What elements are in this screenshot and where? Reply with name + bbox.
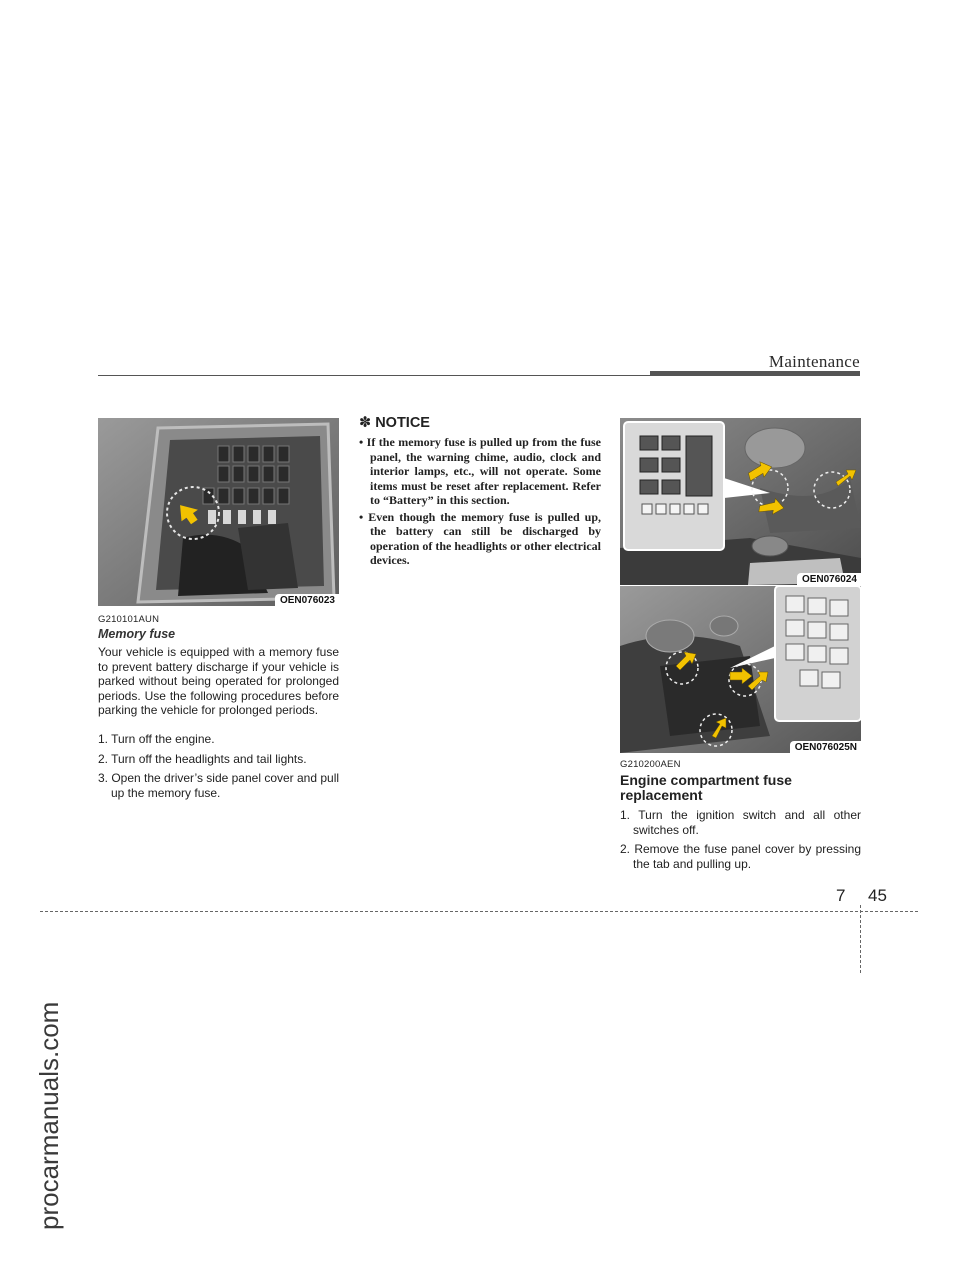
figure-code: OEN076025N (790, 741, 861, 753)
section-title-memory-fuse: Memory fuse (98, 627, 176, 641)
list-item: • Even though the memory fuse is pulled up, the battery can still be discharged by operation of the headlights or other electrical devices. (359, 509, 601, 567)
list-item: 2. Turn off the headlights and tail lights. (98, 751, 307, 766)
list-item: 3. Open the driver’s side panel cover and pull up the memory fuse. (98, 771, 340, 800)
figure-code: OEN076024 (797, 573, 861, 585)
header-bar (650, 371, 860, 376)
notice-box (359, 415, 601, 570)
figure-memory-fuse (98, 418, 339, 606)
chapter-number: 7 (836, 886, 846, 905)
list-item: 2. Remove the fuse panel cover by pressing the tab and pulling up. (620, 842, 861, 871)
engine-relay-illustration (620, 586, 861, 753)
list-item: • If the memory fuse is pulled up from the fuse panel, the warning chime, audio, clock and interior lamps, etc., will not operate. Some items must be reset after replacement. Refer to “Battery” in this section. (359, 435, 601, 507)
page-separator (860, 905, 861, 973)
memory-fuse-description: Your vehicle is equipped with a memory fuse to prevent battery discharge if your vehicle is parked without being operated for prolonged periods. Use the following procedures before parking the vehicle for prolonged periods. (98, 645, 339, 717)
engine-compartment-illustration (620, 418, 861, 585)
header-rule (98, 375, 650, 376)
notice-title: NOTICE (375, 415, 430, 431)
notice-heading (359, 415, 601, 431)
figure-engine-fuse-relay (620, 586, 861, 753)
list-item: 1. Turn off the engine. (98, 732, 215, 746)
footer-rule (40, 911, 918, 912)
list-item: 1. Turn the ignition switch and all other switches off. (620, 808, 861, 837)
section-code: G210101AUN (98, 614, 160, 625)
engine-fuse-steps (620, 803, 861, 871)
section-title-engine-fuse: Engine compartment fuse replacement (620, 772, 792, 803)
figure-code: OEN076023 (275, 594, 339, 606)
memory-fuse-illustration (98, 418, 339, 606)
figure-engine-fuse-box (620, 418, 861, 585)
section-title: Maintenance (768, 352, 860, 371)
watermark-container (4, 900, 64, 1280)
watermark-text: procarmanuals.com (34, 1001, 64, 1230)
notice-list (359, 435, 601, 568)
section-code: G210200AEN (620, 759, 681, 770)
memory-fuse-steps (98, 727, 343, 800)
page-number: 45 (868, 886, 887, 905)
notice-icon: ✽ (359, 415, 372, 431)
